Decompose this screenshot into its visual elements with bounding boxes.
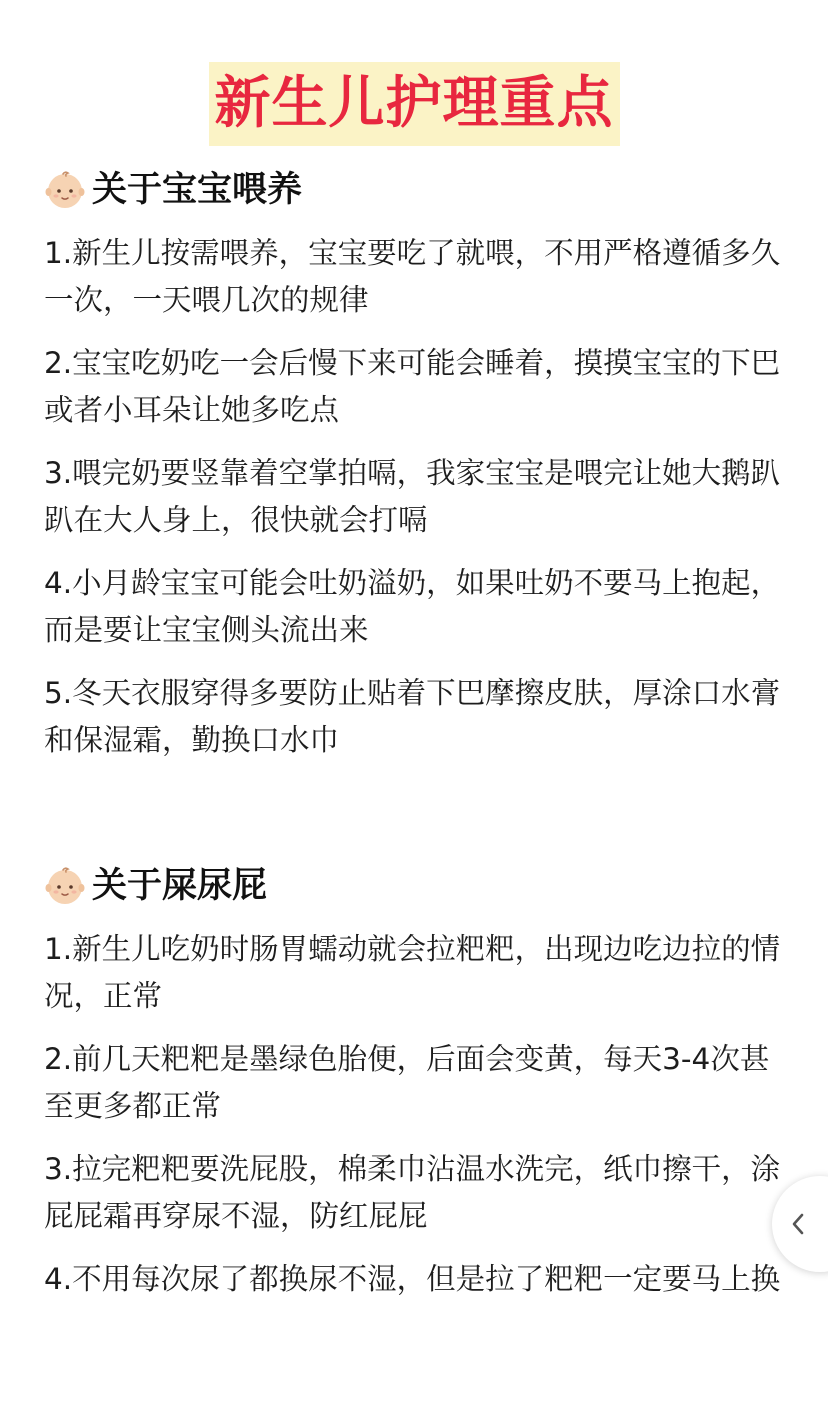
list-item: 5.冬天衣服穿得多要防止贴着下巴摩擦皮肤，厚涂口水膏和保湿霜，勤换口水巾 <box>44 676 781 757</box>
section-heading <box>44 162 784 218</box>
list-item: 2.前几天粑粑是墨绿色胎便，后面会变黄，每天3-4次甚至更多都正常 <box>44 1042 770 1123</box>
list-item: 1.新生儿按需喂养，宝宝要吃了就喂，不用严格遵循多久一次，一天喂几次的规律 <box>44 236 781 317</box>
baby-face-icon <box>44 169 86 211</box>
section-heading <box>44 858 784 914</box>
title-wrap <box>0 62 828 146</box>
section-heading-text: 关于宝宝喂养 <box>92 170 303 210</box>
chevron-left-icon <box>788 1209 808 1239</box>
section-heading-text: 关于屎尿屁 <box>92 866 268 906</box>
list-item: 3.拉完粑粑要洗屁股，棉柔巾沾温水洗完，纸巾擦干，涂屁屁霜再穿尿不湿，防红屁屁 <box>44 1152 781 1233</box>
list-item: 2.宝宝吃奶吃一会后慢下来可能会睡着，摸摸宝宝的下巴或者小耳朵让她多吃点 <box>44 346 781 427</box>
page-title: 新生儿护理重点 <box>209 62 620 146</box>
item-list <box>44 926 784 1303</box>
list-item: 4.不用每次尿了都换尿不湿，但是拉了粑粑一定要马上换 <box>44 1262 781 1296</box>
item-list <box>44 230 784 764</box>
baby-face-icon <box>44 865 86 907</box>
list-item: 1.新生儿吃奶时肠胃蠕动就会拉粑粑，出现边吃边拉的情况，正常 <box>44 932 781 1013</box>
section-feeding <box>44 162 784 764</box>
section-diaper <box>44 858 784 1303</box>
list-item: 4.小月龄宝宝可能会吐奶溢奶，如果吐奶不要马上抱起，而是要让宝宝侧头流出来 <box>44 566 781 647</box>
list-item: 3.喂完奶要竖靠着空掌拍嗝，我家宝宝是喂完让她大鹅趴趴在大人身上，很快就会打嗝 <box>44 456 781 537</box>
